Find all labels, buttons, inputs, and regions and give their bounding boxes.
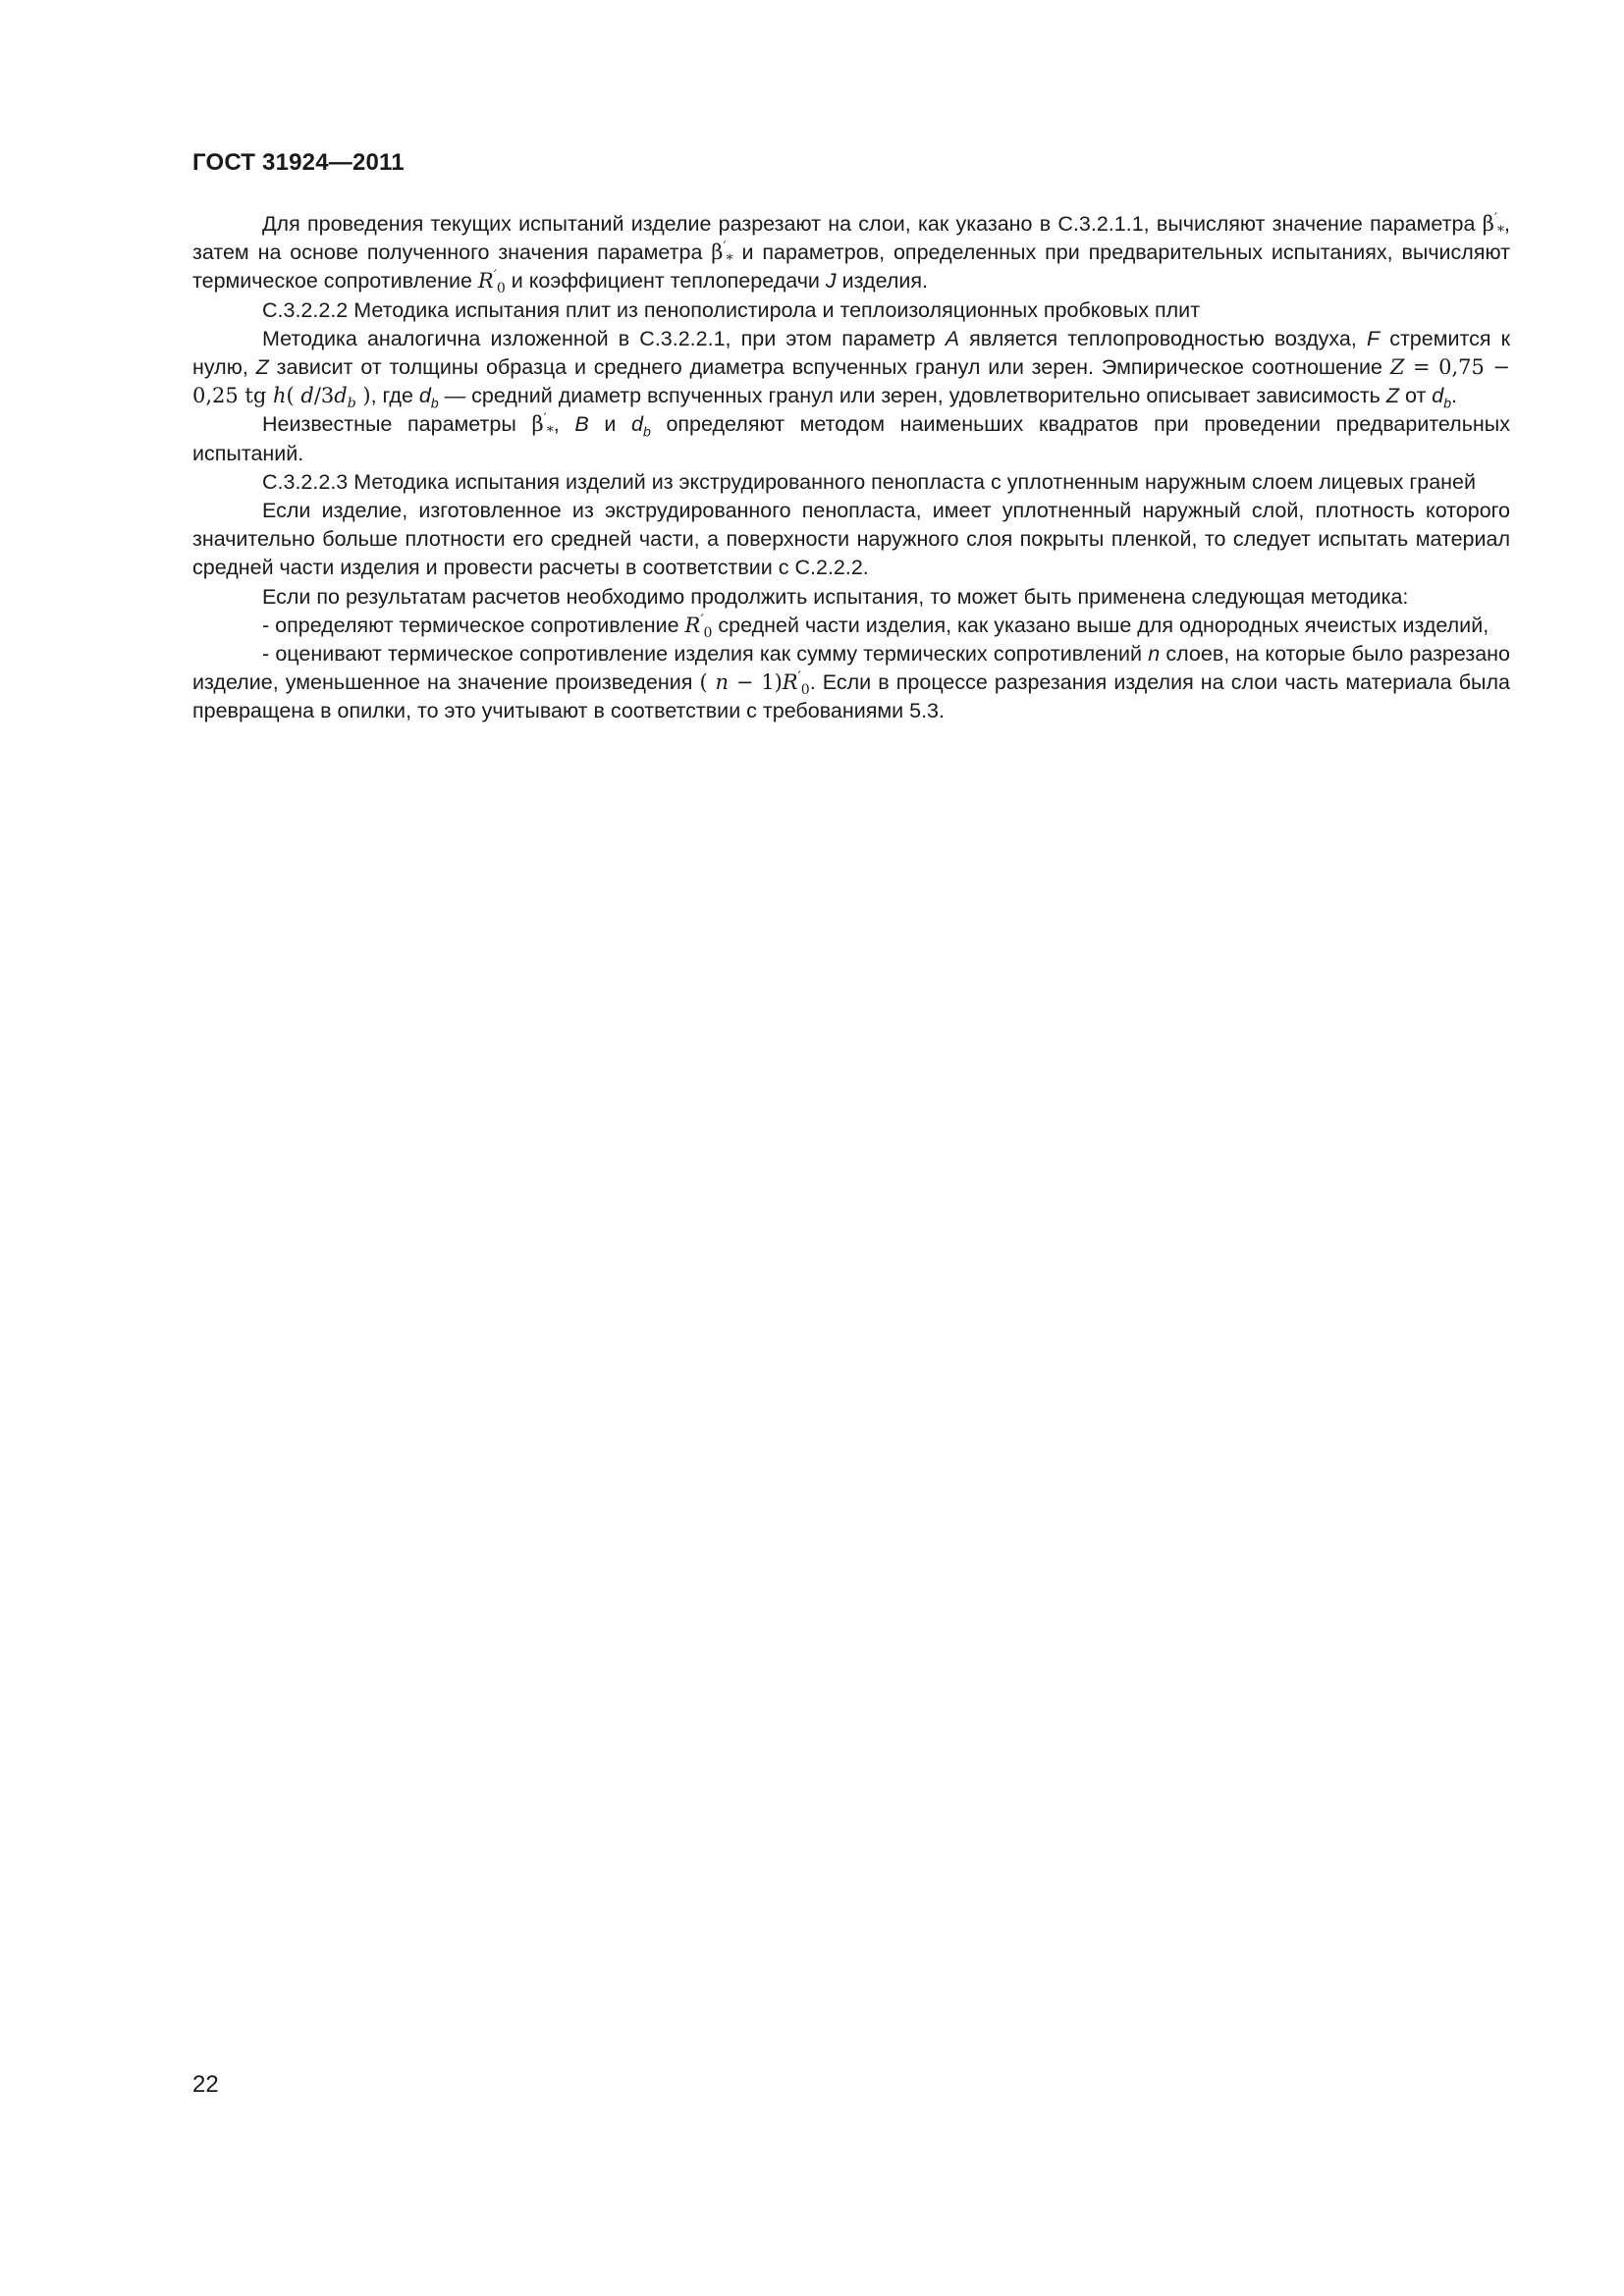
page-number: 22 (192, 2071, 219, 2098)
section-heading-c3222: С.3.2.2.2 Методика испытания плит из пенополистирола и теплоизоляционных пробковых плит (262, 297, 1201, 322)
formula-n-minus-1-r0: ( $n - 1)R'_0$ (699, 669, 810, 699)
paragraph-extruded-foam: Если изделие, изготовленное из экструдированного пенопласта, имеет уплотненный наружный слой, плотность которого значительно больше плотности его средней части, а поверхности наружного слоя покрыты пленкой, то следует испытать материал средней части изделия и провести расчеты в соответствии с С.2.2.2. (192, 499, 1510, 580)
list-item-determine-resistance: - определяют термическое сопротивление $R'_0$ средней части изделия, как указано выше для однородных ячеистых изделий, (262, 612, 1489, 642)
formula-beta-star: $\beta'_*$ (711, 240, 733, 269)
list-item-estimate-resistance: - оценивают термическое сопротивление изделия как сумму термических сопротивлений n слоев, на которые было разрезано изделие, уменьшенное на значение произведения ( $n - 1)R'_0$. Если в процессе разрезания изделия на слои часть материала была превращена в опилки, то это учитывают в соответствии с требованиями 5.3. (192, 642, 1511, 723)
formula-empirical-z: Z = 0,75 − 0,25 tg h( $d/3d_b$ ) (192, 355, 1511, 412)
paragraph-method-analogous: Методика аналогична изложенной в С.3.2.2.1, при этом параметр A является теплопроводностью воздуха, F стремится к нулю, Z зависит от толщины образца и среднего диаметра вспученных гранул или зерен. Эмпирическое соотношение Z = 0,75 − 0,25 tg h( $d/3d_b$ ), где $d_b$ — средний диаметр вспученных гранул или зерен, удовлетворительно описывает зависимость Z от $d_b$. (192, 326, 1511, 412)
symbol-j: J (825, 269, 837, 294)
formula-r0-prime: $R'_0$ (477, 268, 506, 297)
paragraph-continue-testing: Если по результатам расчетов необходимо продолжить испытания, то может быть применена следующая методика: (262, 584, 1409, 609)
document-body (192, 210, 1510, 726)
section-heading-c3223: С.3.2.2.3 Методика испытания изделий из экструдированного пенопласта с уплотненным наружным слоем лицевых граней (262, 469, 1476, 494)
document-header: ГОСТ 31924—2011 (192, 149, 405, 176)
formula-beta-star: $\beta'_*$ (531, 411, 554, 441)
paragraph-current-testing: Для проведения текущих испытаний изделие разрезают на слои, как указано в С.3.2.1.1, вычисляют значение параметра $\beta'_*$, затем на основе полученного значения параметра $\beta'_*$ и параметров, определенных при предварительных испытаниях, вычисляют термическое сопротивление $R'_0$ и коэффициент теплопередачи J изделия. (192, 211, 1510, 297)
formula-r0-prime: $R'_0$ (684, 612, 713, 642)
formula-beta-star: $\beta'_*$ (1482, 211, 1505, 240)
paragraph-unknown-params: Неизвестные параметры $\beta'_*$, B и $d_b$ определяют методом наименьших квадратов при проведении предварительных испытаний. (192, 411, 1511, 465)
